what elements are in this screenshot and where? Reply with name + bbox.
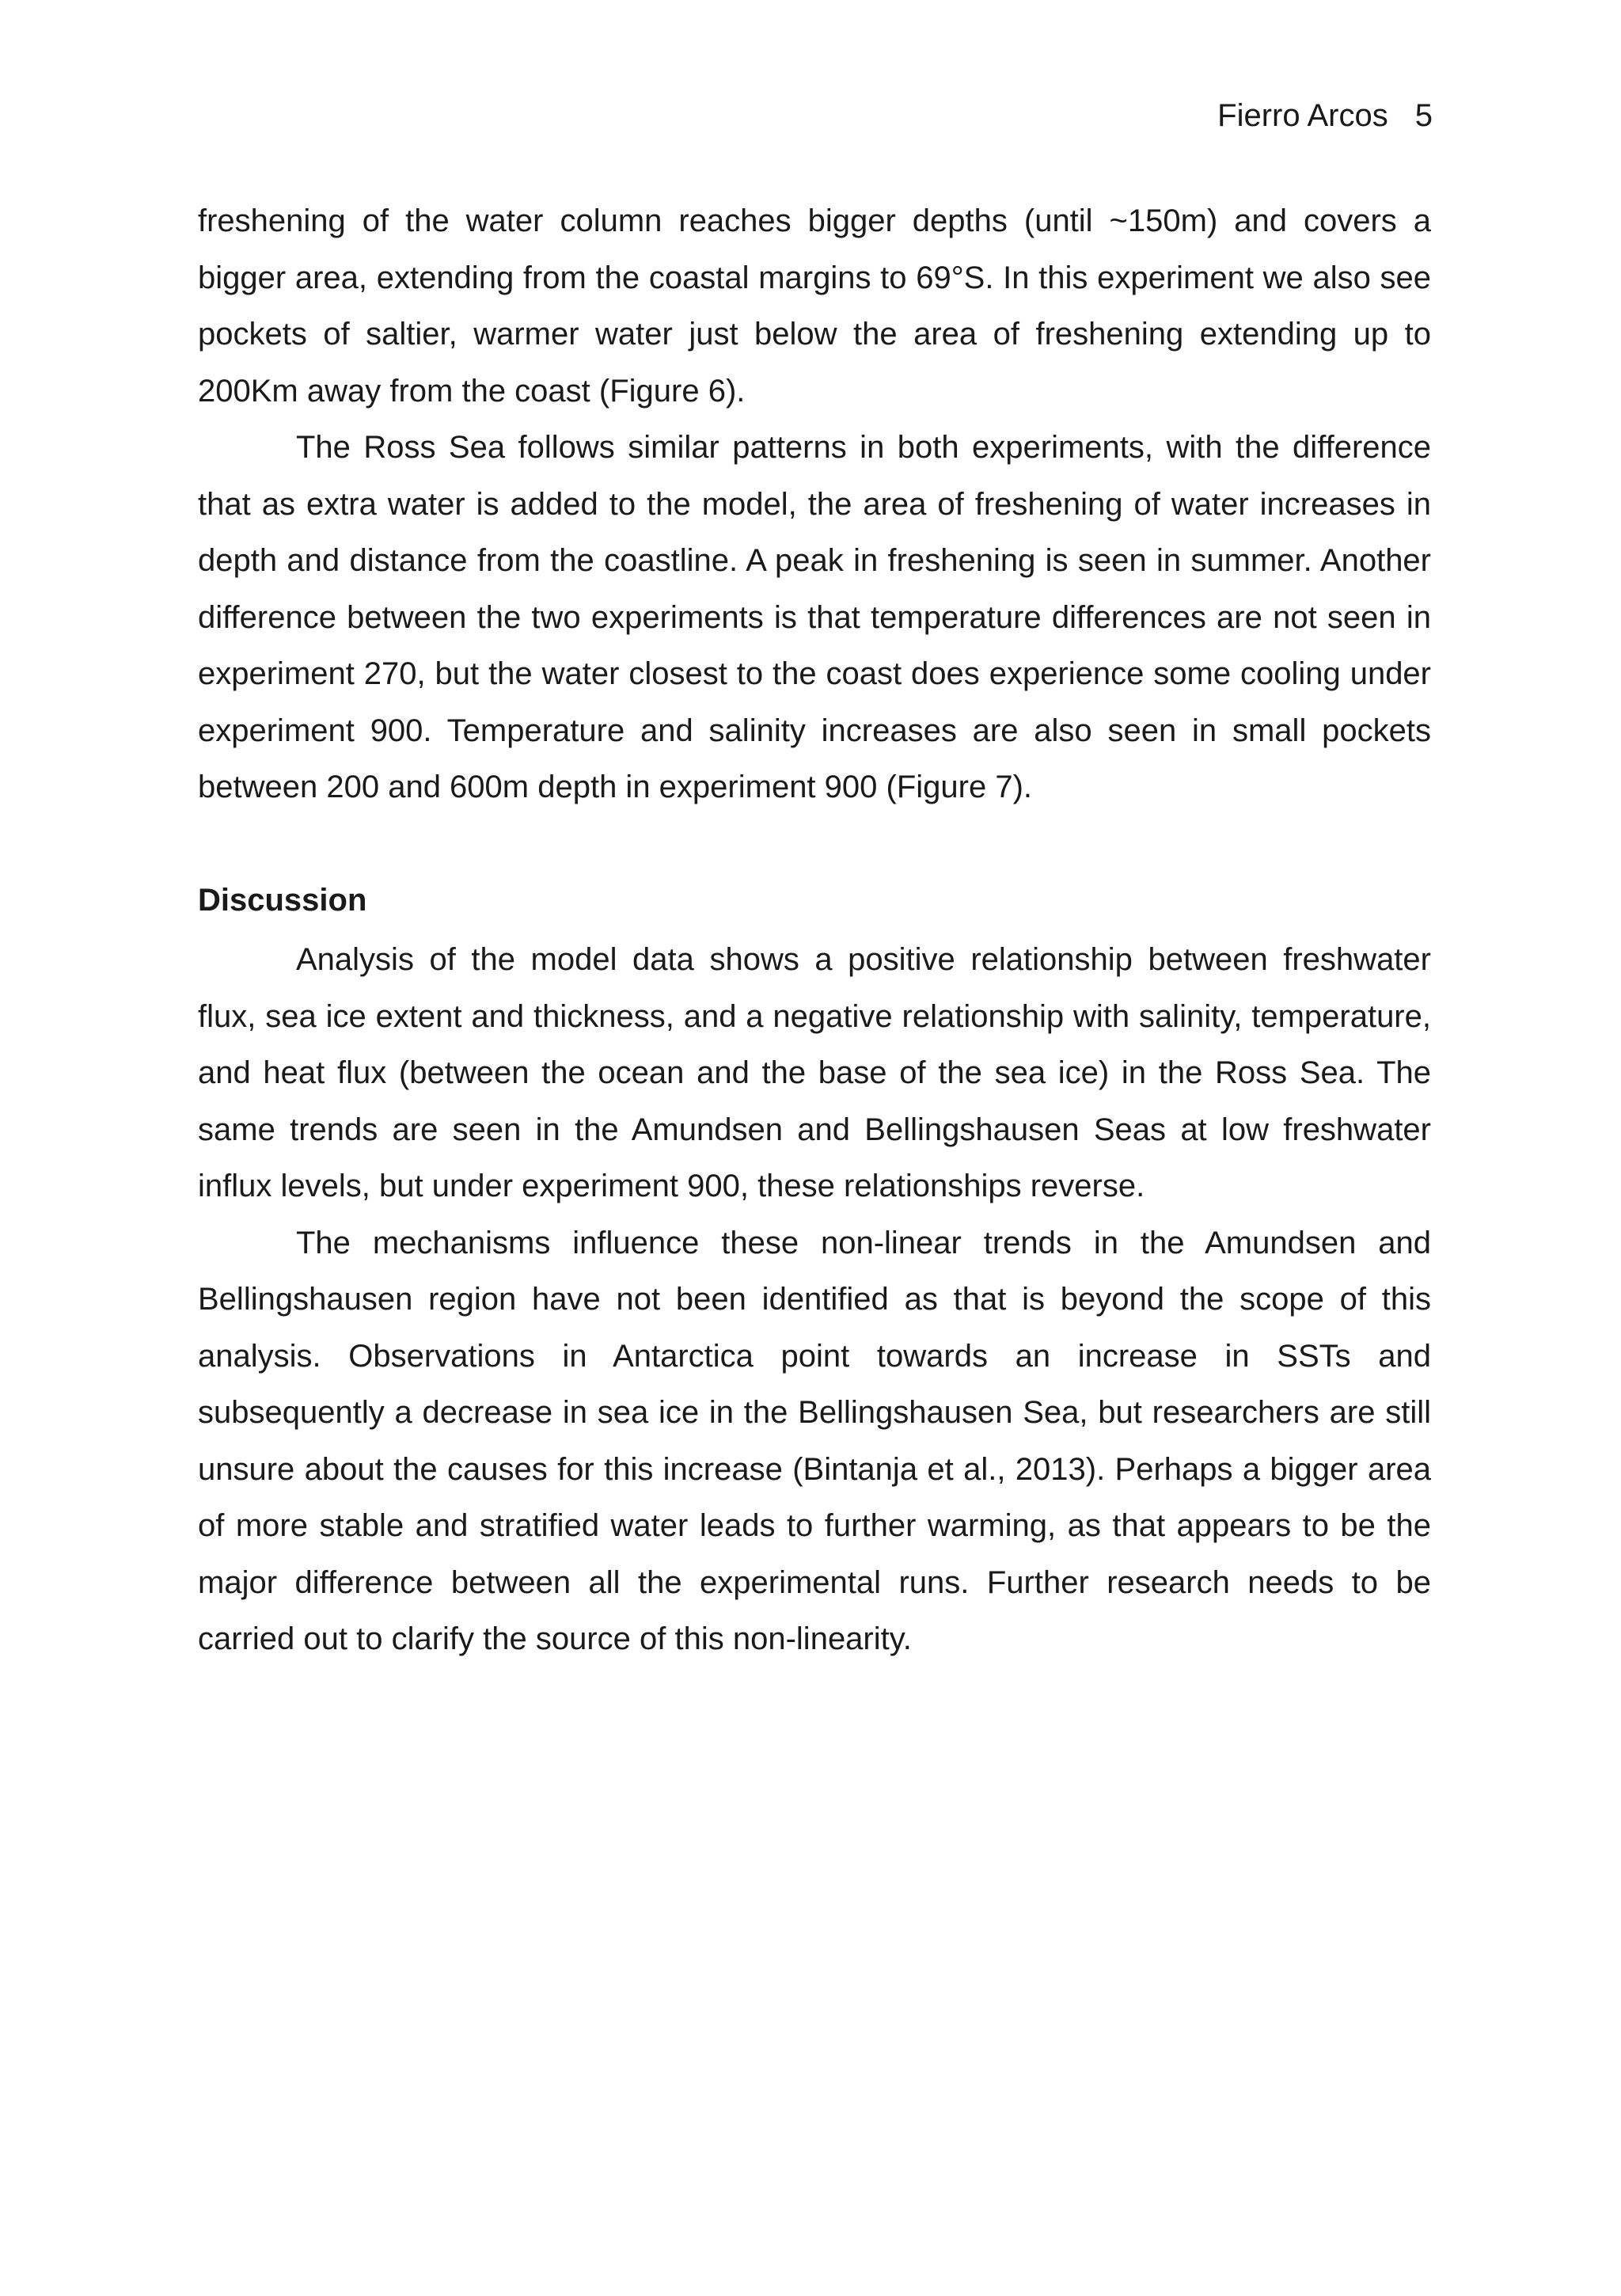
results-paragraph-continued: freshening of the water column reaches bigger depths (until ~150m) and covers a bigger area, extending from the coastal margins to 69°S. In this experiment we also see pockets of saltier, warmer water just below the area of freshening extending up to 200Km away from the coast (Figure 6). [198,203,1431,409]
discussion-paragraph-1: Analysis of the model data shows a positive relationship between freshwater flux, sea ice extent and thickness, and a negative relationship with salinity, temperature, and heat flux (between the ocean and the base of the sea ice) in the Ross Sea. The same trends are seen in the Amundsen and Bellingshausen Seas at low freshwater influx levels, but under experiment 900, these relationships reverse. [198,942,1431,1203]
discussion-paragraph-2: The mechanisms influence these non-linear trends in the Amundsen and Bellingshausen region have not been identified as that is beyond the scope of this analysis. Observations in Antarctica point towards an increase in SSTs and subsequently a decrease in sea ice in the Bellingshausen Sea, but researchers are still unsure about the causes for this increase (Bintanja et al., 2013). Perhaps a bigger area of more stable and stratified water leads to further warming, as that appears to be the major difference between all the experimental runs. Further research needs to be carried out to clarify the source of this non-linearity. [198,1225,1431,1656]
ross-sea-paragraph: The Ross Sea follows similar patterns in both experiments, with the difference that as extra water is added to the model, the area of freshening of water increases in depth and distance from the coastline. A peak in freshening is seen in summer. Another difference between the two experiments is that temperature differences are not seen in experiment 270, but the water closest to the coast does experience some cooling under experiment 900. Temperature and salinity increases are also seen in small pockets between 200 and 600m depth in experiment 900 (Figure 7). [198,430,1431,804]
header-author: Fierro Arcos [1217,98,1388,133]
running-header [1217,97,1433,135]
section-heading-discussion: Discussion [198,882,367,918]
body-text [198,193,1431,1668]
page-number: 5 [1414,98,1433,133]
